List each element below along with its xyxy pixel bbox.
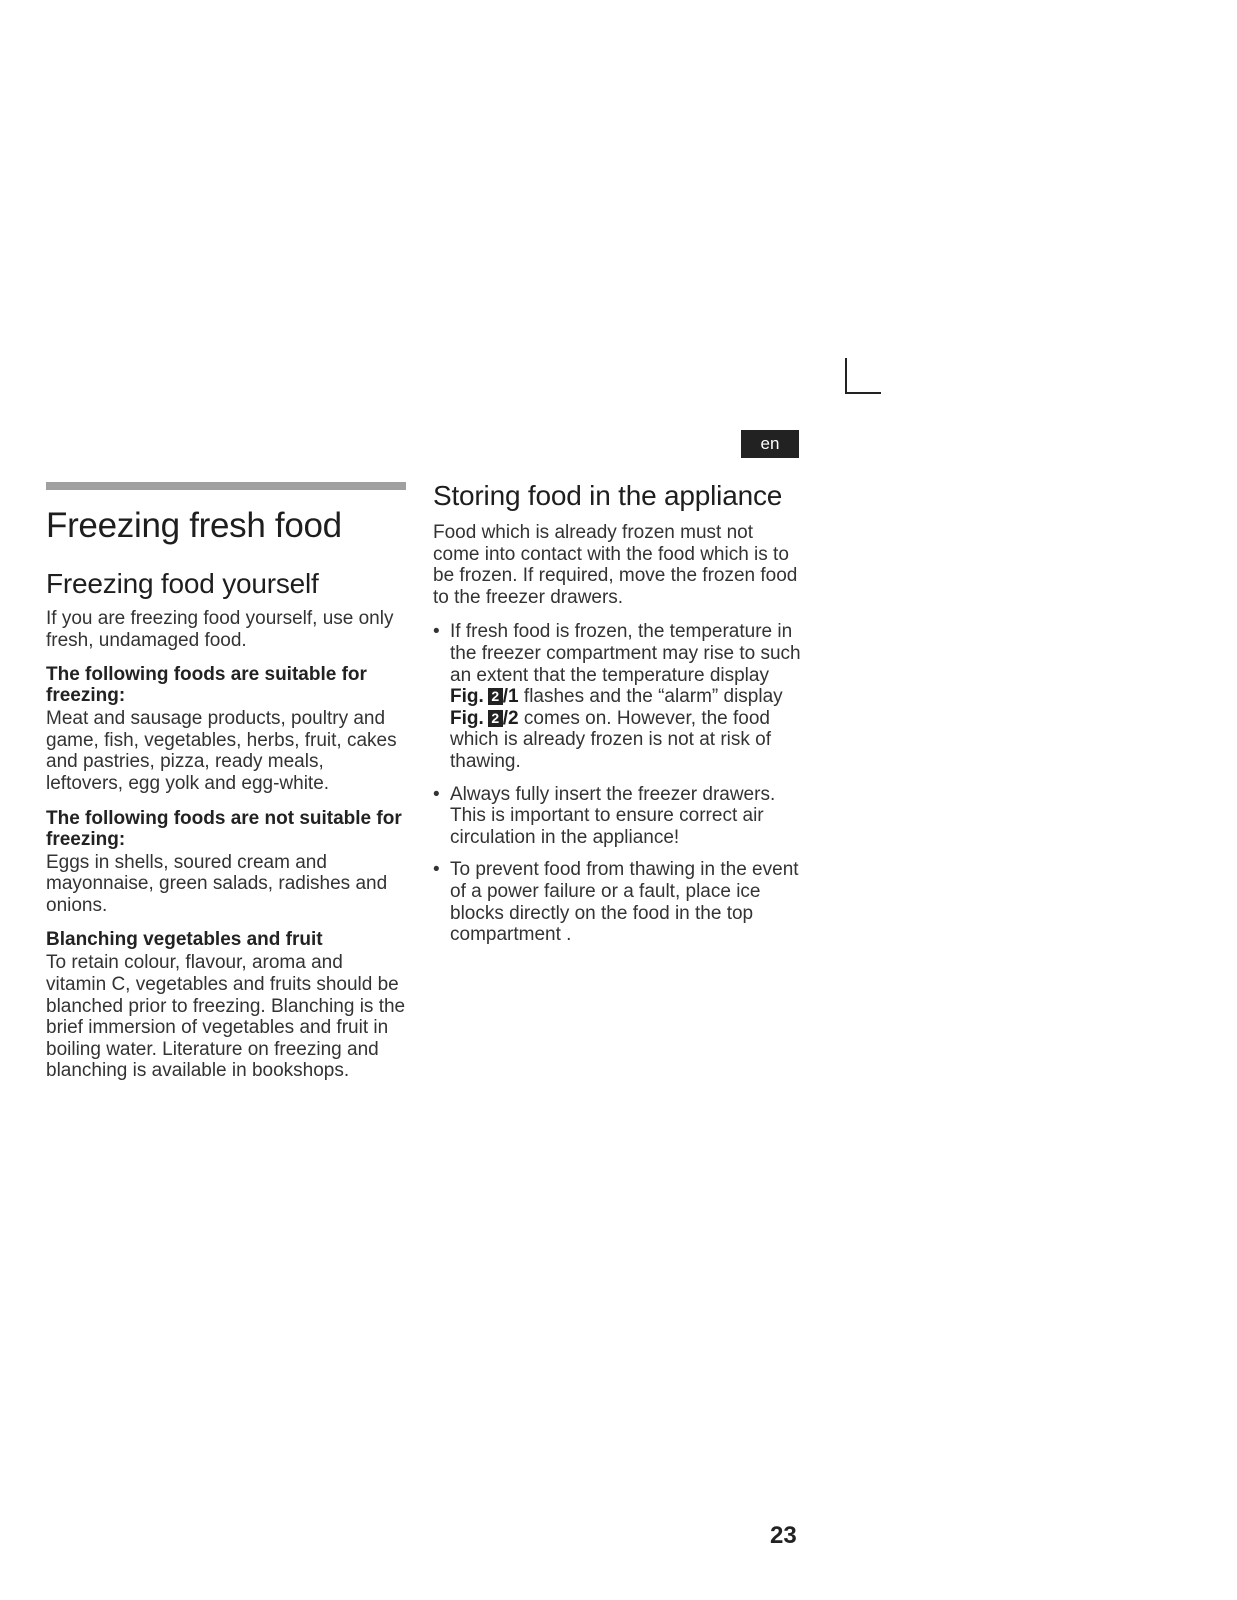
not-suitable-heading: The following foods are not suitable for freezing: [46, 807, 402, 850]
language-tab: en [741, 430, 799, 458]
bullet1-text-part1: If fresh food is frozen, the temperature in the freezer compartment may rise to such an extent that the temperature display [450, 621, 801, 686]
fig-item-ref: /1 [502, 686, 519, 708]
list-item: • Always fully insert the freezer drawers. This is important to ensure correct air circulation in the appliance! [433, 784, 803, 849]
page-number: 23 [770, 1522, 797, 1549]
fig-label: Fig. [450, 707, 484, 729]
fig-item-ref: /2 [502, 707, 519, 729]
fig-number-badge: 2 [488, 710, 503, 727]
bullet1-text-part3: comes on. However, the food which is already frozen is not at risk of thawing. [450, 707, 772, 772]
crop-mark [845, 358, 881, 394]
left-column [46, 482, 406, 1095]
blanching-paragraph: To retain colour, flavour, aroma and vitamin C, vegetables and fruits should be blanched prior to freezing. Blanching is the brief immersion of vegetables and fruit in boiling water. Literature on freezing and blanching is available in bookshops. [46, 952, 406, 1082]
fig-reference [450, 686, 519, 707]
not-suitable-paragraph: Eggs in shells, soured cream and mayonnaise, green salads, radishes and onions. [46, 851, 388, 916]
section-title: Freezing fresh food [46, 506, 342, 545]
blanching-heading: Blanching vegetables and fruit [46, 929, 323, 951]
bullet1-text-part2: flashes and the “alarm” display [523, 686, 783, 708]
list-item [433, 621, 803, 772]
storing-intro: Food which is already frozen must not come into contact with the food which is to be frozen. If required, move the frozen food to the freezer drawers. [433, 522, 798, 608]
suitable-paragraph: Meat and sausage products, poultry and game, fish, vegetables, herbs, fruit, cakes and pastries, pizza, ready meals, leftovers, egg yolk and egg-white. [46, 708, 397, 794]
list-item: • To prevent food from thawing in the event of a power failure or a fault, place ice blocks directly on the food in the top compartment . [433, 859, 803, 945]
fig-reference [450, 708, 519, 729]
right-column [433, 482, 803, 957]
suitable-heading: The following foods are suitable for freezing: [46, 664, 367, 707]
subsection-title: Freezing food yourself [46, 568, 319, 599]
storing-bullet-list [433, 621, 803, 945]
section-rule [46, 482, 406, 490]
intro-paragraph: If you are freezing food yourself, use only fresh, undamaged food. [46, 608, 394, 651]
storing-title: Storing food in the appliance [433, 480, 783, 511]
fig-number-badge: 2 [488, 688, 503, 705]
fig-label: Fig. [450, 686, 484, 708]
